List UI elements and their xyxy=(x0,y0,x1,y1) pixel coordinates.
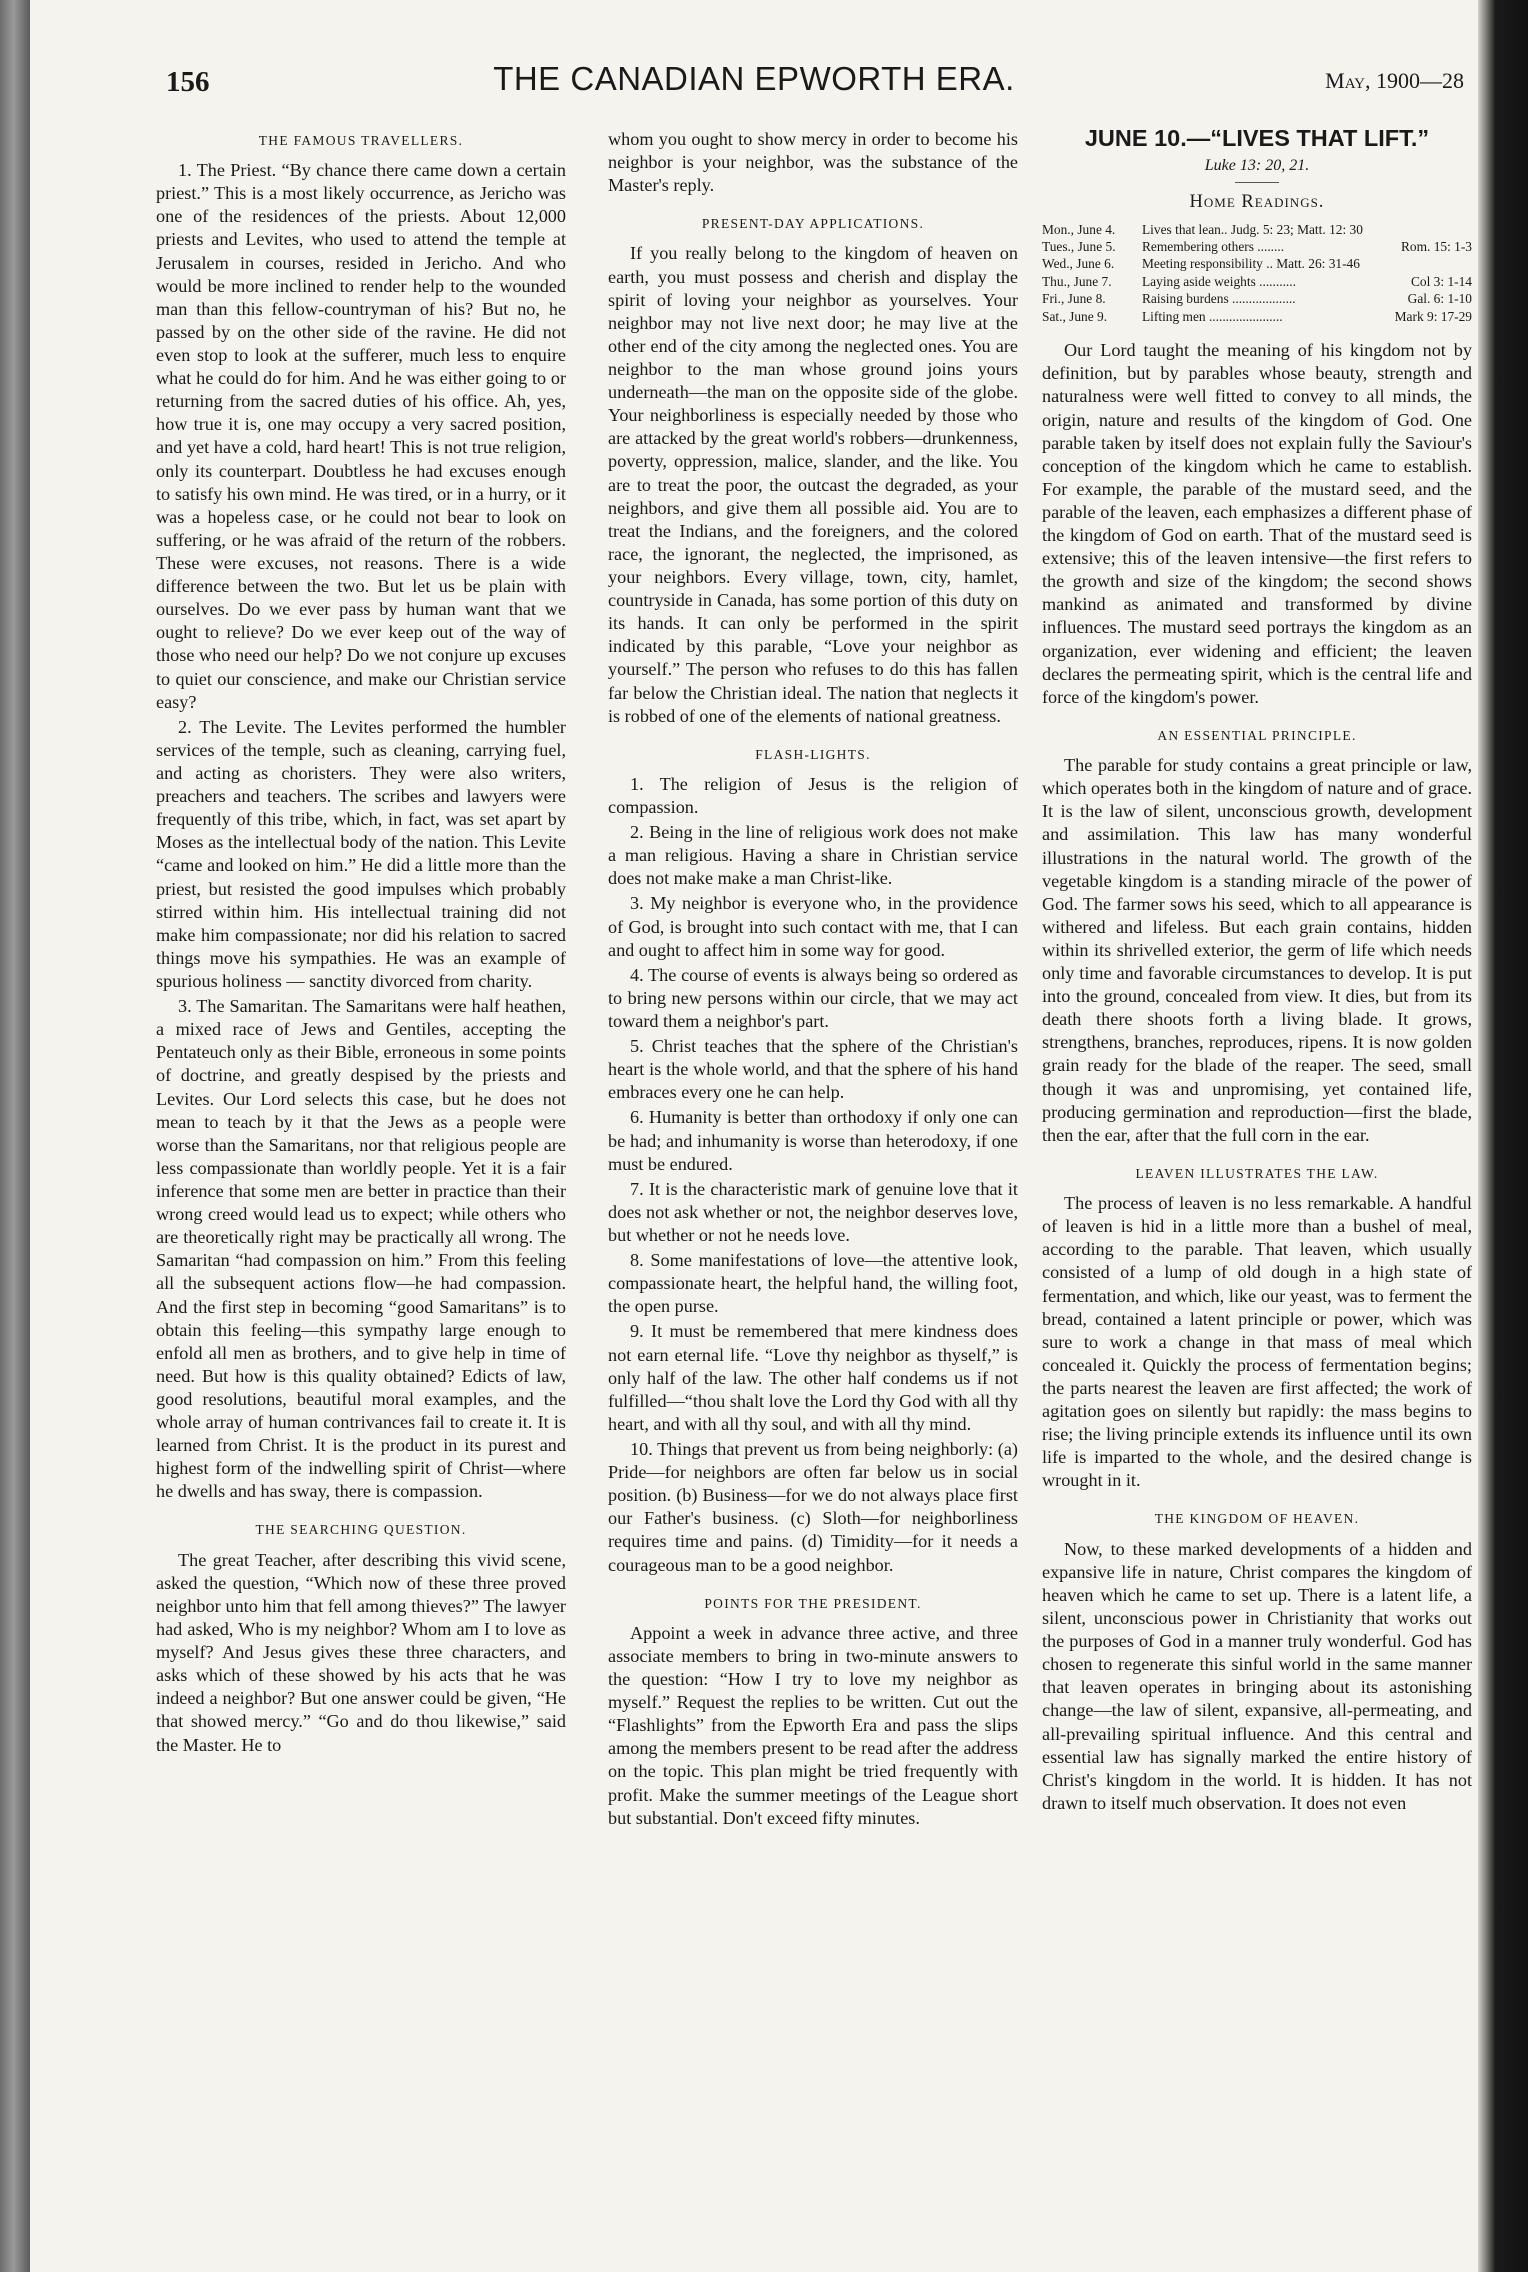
reading-day: Tues., June 5. xyxy=(1042,239,1116,255)
flash-light-item: 4. The course of events is always being so ordered as to bring new persons within our circle, that we may act toward them a neighbor's part. xyxy=(608,964,1018,1031)
paragraph-points-president: Appoint a week in advance three active, and three associate members to bring in two-minute answers to the question: “How I try to love my neighbor as myself.” Request the replies to be written. Cut out the “Flashlights” from the Epworth Era and pass the slips among the members present to be read after the address on the topic. This plan might be tried frequently with profit. Make the summer meetings of the League short but substantial. Don't exceed fifty minutes. xyxy=(608,1622,1018,1828)
flash-light-item: 1. The religion of Jesus is the religion of compassion. xyxy=(608,773,1018,818)
flash-light-item: 6. Humanity is better than orthodoxy if only one can be had; and inhumanity is worse than heterodoxy, if one must be endured. xyxy=(608,1107,1018,1174)
reading-row xyxy=(1042,221,1472,238)
section-heading-present-day: PRESENT-DAY APPLICATIONS. xyxy=(701,216,925,232)
paragraph-priest: 1. The Priest. “By chance there came down a certain priest.” This is a most likely occurrence, as Jericho was one of the residences of the priests. About 12,000 priests and Levites, who used to attend the temple at Jerusalem in courses, resided in Jericho. And who would be more inclined to render help to the wounded man than this fellow-countryman of his? But no, he passed by on the other side of the ravine. He did not even stop to look at the sufferer, much less to enquire what he could do for him. And he was either going to or returning from the sacred duties of his office. Ah, yes, how true it is, one may occupy a very sacred position, and yet have a cold, hard heart! This is not true religion, only its counterpart. Doubtless he had excuses enough to satisfy his own mind. He was tired, or in a hurry, or it was a hopeless case, or he could not bear to look on suffering, or he was afraid of the return of the robbers. These were excuses, not reasons. There is a wide difference between the two. But let us be plain with ourselves. Do we ever pass by human want that we ought to relieve? Do we ever keep out of the way of those who need our help? Do we not conjure up excuses to quiet our conscience, and make our Christian service easy? xyxy=(156,160,566,712)
magazine-page xyxy=(30,0,1478,2272)
flash-light-item: 8. Some manifestations of love—the attentive look, compassionate heart, the helpful hand, the willing foot, the open purse. xyxy=(608,1250,1018,1317)
flash-light-item: 5. Christ teaches that the sphere of the Christian's heart is the whole world, and that the sphere of his hand embraces every one he can help. xyxy=(608,1036,1018,1103)
journal-title: THE CANADIAN EPWORTH ERA. xyxy=(493,60,1015,97)
paragraph-leaven: The process of leaven is no less remarkable. A handful of leaven is hid in a little more than a bushel of meal, according to the parable. That leaven, which usually consisted of a lump of old dough in a high state of fermentation, and which, like our yeast, was to ferment the bread, contained a latent principle or power, which was sure to work a change in that mass of meal which concealed it. Quickly the process of fermentation begins; the parts nearest the leaven are first affected; the work of agitation goes on silently but rapidly: the mass begins to rise; the living principle extends its influence until its own life is imparted to the whole, and the desired change is wrought in it. xyxy=(1042,1193,1472,1491)
paragraph-levite: 2. The Levite. The Levites performed the humbler services of the temple, such as cleaning, carrying fuel, and acting as choristers. They were also writers, preachers and teachers. The scribes and lawyers were frequently of this tribe, which, in fact, was set apart by Moses as the intellectual body of the nation. This Levite “came and looked on him.” He did a little more than the priest, but resisted the good impulses which probably stirred within him. His intellectual training did not make him compassionate; nor did his relation to sacred things move his sympathies. He was an example of spurious holiness — sanctity divorced from charity. xyxy=(156,716,566,991)
column-right xyxy=(1042,125,1472,1817)
reading-ref xyxy=(1468,221,1472,238)
paragraph-essential-principle: The parable for study contains a great principle or law, which operates both in the kingdom of nature and of grace. It is the law of silent, unconscious growth, development and assimilation. This law has many wonderful illustrations in the natural world. The growth of the vegetable kingdom is a standing miracle of the power of God. The farmer sows his seed, which to all appearance is withered and lifeless. But each grain contains, hidden within its shrivelled exterior, the germ of life which needs only time and favorable circumstances to develop. It is put into the ground, concealed from view. It dies, but from its death there shoots forth a living blade. It grows, strengthens, branches, reproduces, ripens. It is now golden grain ready for the blade of the reaper. The seed, small though it was and unpromising, yet contained life, producing germination and reproduction—first the blade, then the ear, after that the full corn in the ear. xyxy=(1042,755,1472,1145)
reading-day: Mon., June 4. xyxy=(1042,221,1116,237)
reading-day: Sat., June 9. xyxy=(1042,308,1108,324)
section-heading-searching-question: THE SEARCHING QUESTION. xyxy=(255,1522,467,1538)
issue-date: May, 1900—28 xyxy=(1325,68,1464,93)
reading-ref: Col 3: 1-14 xyxy=(1410,273,1472,289)
paragraph-samaritan: 3. The Samaritan. The Samaritans were half heathen, a mixed race of Jews and Gentiles, accepting the Pentateuch only as their Bible, erroneous in some points of doctrine, and greatly despised by the priests and Levites. Our Lord selects this case, but he does not mean to teach by it that the Jews as a people were worse than the Samaritans, nor that religious people are less compassionate than worldly people. Yet it is a fair inference that some men are better in practice than their wrong creed would lead us to expect; while others who are theoretically right may be practically all wrong. The Samaritan “had compassion on him.” From this feeling all the subsequent actions flow—he had compassion. And the first step in becoming “good Samaritans” is to obtain this feeling—this sympathy large enough to enfold all men as brothers, and to give help in time of need. But how is this quality obtained? Edicts of law, good resolutions, beautiful moral examples, and the whole array of human contrivances fail to create it. It is learned from Christ. It is the product in its purest and highest form of the indwelling spirit of Christ—where he dwells and has sway, there is compassion. xyxy=(156,996,566,1502)
paragraph-kingdom: Now, to these marked developments of a hidden and expansive life in nature, Christ compares the kingdom of heaven which he came to set up. There is a latent life, a silent, unconscious power in Christianity that works out the purposes of God in a manner truly wonderful. God has chosen to regenerate this sinful world in the same manner that leaven operates in bringing about its astonishing change—the law of silent, expansive, all-permeating, and all-prevailing spiritual influence. And this central and essential law has signally marked the entire history of Christ's kingdom in the world. It is hidden. It has not drawn to itself much observation. It does not even xyxy=(1042,1538,1472,1813)
flash-light-item: 3. My neighbor is everyone who, in the providence of God, is brought into such contact with me, that I can and ought to affect him in some way for good. xyxy=(608,893,1018,960)
section-heading-leaven: LEAVEN ILLUSTRATES THE LAW. xyxy=(1135,1165,1379,1181)
paragraph-searching-question: The great Teacher, after describing this vivid scene, asked the question, “Which now of these three proved neighbor unto him that fell among thieves?” The lawyer had asked, Who is my neighbor? Whom am I to love as myself? And Jesus gives these three characters, and asks which of these showed by his acts that he was indeed a neighbor? But one answer could be given, “He that showed mercy.” “Go and do thou likewise,” said the Master. He to xyxy=(156,1549,566,1755)
reading-row xyxy=(1042,290,1472,307)
paragraph-continuation: whom you ought to show mercy in order to become his neighbor is your neighbor, was the substance of the Master's reply. xyxy=(608,129,1018,196)
section-heading-essential-principle: AN ESSENTIAL PRINCIPLE. xyxy=(1157,727,1357,743)
flash-light-item: 9. It must be remembered that mere kindness does not earn eternal life. “Love thy neighbor as thyself,” is only half of the law. The other half condems us if not fulfilled—“thou shalt love the Lord thy God with all thy heart, and with all thy soul, and with all thy mind. xyxy=(608,1321,1018,1434)
section-heading-points-president: POINTS FOR THE PRESIDENT. xyxy=(704,1595,922,1611)
reading-row xyxy=(1042,273,1472,290)
reading-topic: Remembering others ........ xyxy=(1142,239,1285,255)
page-edge xyxy=(1478,0,1528,2272)
reading-row xyxy=(1042,308,1472,325)
home-readings-title: Home Readings. xyxy=(1189,192,1325,213)
paragraph-present-day: If you really belong to the kingdom of heaven on earth, you must possess and cherish and display the spirit of loving your neighbor as yourselves. Your neighbor may not live next door; he may live at the other end of the city among the neglected ones. You are neighbor to the man whose ground joins yours underneath—the man on the opposite side of the globe. Your neighborliness is especially needed by those who are attacked by the great world's robbers—drunkenness, poverty, oppression, malice, slander, and the like. You are to treat the poor, the outcast the degraded, as your neighbors, and give them all possible aid. You are to treat the Indians, and the foreigners, and the colored race, the ignorant, the neglected, the imprisoned, as your neighbors. Every village, town, city, hamlet, countryside in Canada, has some portion of this duty on its hands. It can only be performed in the spirit indicated by this parable, “Love your neighbor as yourself.” The person who refuses to do this has fallen far below the Christian ideal. The nation that neglects it is robbed of one of the elements of national greatness. xyxy=(608,243,1018,726)
flash-light-item: 7. It is the characteristic mark of genuine love that it does not ask whether or not, the neighbor deserves love, but whether or not he needs love. xyxy=(608,1178,1018,1245)
divider xyxy=(1235,182,1279,183)
flash-light-item: 2. Being in the line of religious work does not make a man religious. Having a share in Christian service does not make make a man Christ-like. xyxy=(608,822,1018,889)
reading-topic: Lives that lean.. Judg. 5: 23; Matt. 12: 30 xyxy=(1142,221,1363,237)
reading-day: Wed., June 6. xyxy=(1042,256,1115,272)
column-middle xyxy=(608,128,1018,1832)
section-heading-flash-lights: FLASH-LIGHTS. xyxy=(755,746,871,762)
page-header xyxy=(30,58,1478,108)
home-readings-list xyxy=(1042,221,1472,326)
flash-light-item: 10. Things that prevent us from being neighborly: (a) Pride—for neighbors are often far below us in social position. (b) Business—for we do not always place first our Father's business. (c) Sloth—for neighborliness requires time and pains. (d) Timidity—for it needs a courageous man to be a good neighbor. xyxy=(608,1438,1018,1575)
reading-topic: Laying aside weights ........... xyxy=(1142,273,1296,289)
section-heading-famous-travellers: THE FAMOUS TRAVELLERS. xyxy=(258,133,464,148)
page-number: 156 xyxy=(166,66,210,98)
column-left xyxy=(156,128,566,1759)
reading-ref xyxy=(1468,255,1472,272)
reading-topic: Raising burdens ................... xyxy=(1142,291,1296,307)
section-heading-kingdom: THE KINGDOM OF HEAVEN. xyxy=(1154,1511,1360,1527)
reading-topic: Meeting responsibility .. Matt. 26: 31-46 xyxy=(1142,256,1360,272)
paragraph-lesson-intro: Our Lord taught the meaning of his kingdom not by definition, but by parables whose beauty, strength and naturalness were well fitted to convey to all minds, the origin, nature and results of the kingdom of God. One parable taken by itself does not explain fully the Saviour's conception of the kingdom which he came to establish. For example, the parable of the mustard seed, and the parable of the leaven, each emphasizes a different phase of the kingdom of God on earth. That of the mustard seed is extensive; this of the leaven intensive—the first refers to the growth and size of the kingdom; the second shows mankind as animated and transformed by divine influences. The mustard seed portrays the kingdom as an organization, ever widening and efficient; the leaven declares the permeating spirit, which is the central life and force of the kingdom's power. xyxy=(1042,340,1472,707)
book-spine xyxy=(0,0,30,2272)
reading-topic: Lifting men ...................... xyxy=(1142,308,1283,324)
reading-ref: Gal. 6: 1-10 xyxy=(1407,291,1472,307)
reading-row xyxy=(1042,238,1472,255)
lesson-scripture-ref: Luke 13: 20, 21. xyxy=(1204,156,1310,174)
reading-day: Fri., June 8. xyxy=(1042,291,1106,307)
reading-row xyxy=(1042,255,1472,272)
lesson-title: JUNE 10.—“LIVES THAT LIFT.” xyxy=(1084,125,1430,151)
reading-ref: Mark 9: 17-29 xyxy=(1394,308,1472,324)
reading-ref: Rom. 15: 1-3 xyxy=(1400,239,1472,255)
reading-day: Thu., June 7. xyxy=(1042,273,1112,289)
